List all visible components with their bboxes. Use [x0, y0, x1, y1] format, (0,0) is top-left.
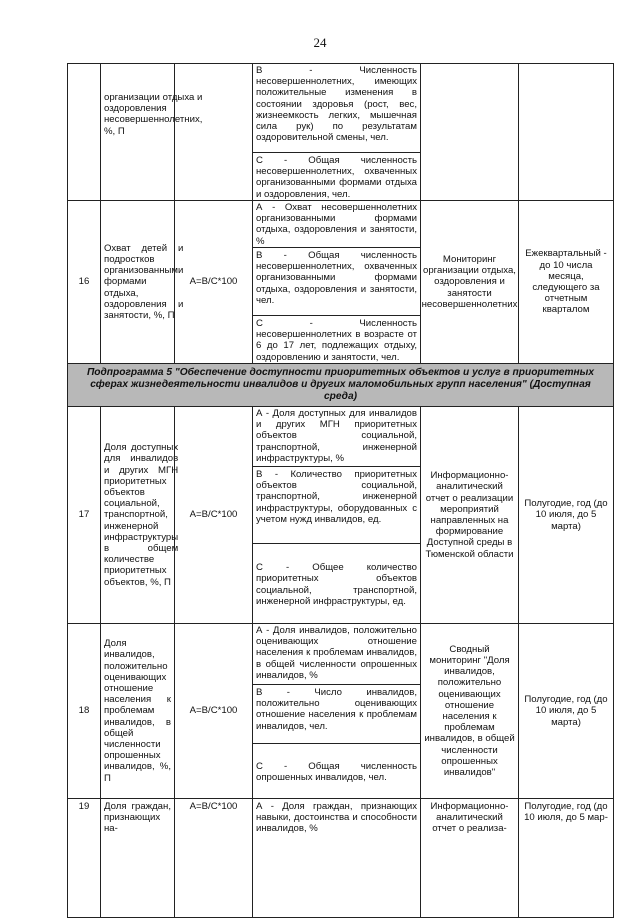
row18-part-b: В - Число инвалидов, положительно оценивающих отношение населения к проблемам инвалидов, чел.: [253, 684, 420, 744]
indicator-table: [67, 63, 614, 905]
row19-part-a: А - Доля граждан, признающих навыки, достоинства и способности инвалидов, %: [252, 798, 421, 918]
row18-source: Сводный мониторинг "Доля инвалидов, положительно оценивающих отношение населения к проблемам инвалидов, в общей численности опрошенных инвалидов": [420, 623, 519, 799]
row17-num: 17: [67, 406, 101, 624]
row-cont-name-cell: [100, 63, 203, 201]
row17-source: Информационно-аналитический отчет о реализации мероприятий направленных на формирование Доступной среды в Тюменской области: [420, 406, 519, 624]
row16-formula: А=В/С*100: [174, 200, 253, 364]
row16-parts-cell: [252, 200, 421, 364]
row17-part-c: С - Общее количество приоритетных объектов социальной, транспортной, инженерной инфраструктуры, ед.: [256, 562, 417, 607]
row17-period: Полугодие, год (до 10 июля, до 5 марта): [518, 406, 614, 624]
row16-num: 16: [67, 200, 101, 364]
row17-formula: А=В/С*100: [174, 406, 253, 624]
row19-name: Доля граждан, признающих на-: [100, 798, 175, 918]
row19-num: 19: [67, 798, 101, 918]
row18-parts-cell: [252, 623, 421, 799]
row17-part-b: В - Количество приоритетных объектов социальной, транспортной, инженерной инфраструктуры, оборудованных с учетом нужд инвалидов, ед.: [253, 466, 420, 544]
row18-num: 18: [67, 623, 101, 799]
row-cont-name: организации отдыха и оздоровления несовершеннолетних, %, П: [104, 92, 203, 137]
row-cont-source-cell: [420, 63, 519, 201]
row-cont-parts-cell: [252, 63, 421, 201]
row16-source: Мониторинг организации отдыха, оздоровления и занятости несовершеннолетних: [420, 200, 519, 364]
subprogram-heading: Подпрограмма 5 "Обеспечение доступности приоритетных объектов и услуг в приоритетных сферах жизнедеятельности инвалидов и других маломобильных групп населения" (Доступная среда): [67, 363, 614, 407]
row-cont-period-cell: [518, 63, 614, 201]
row19-source: Информационно-аналитический отчет о реализа-: [420, 798, 519, 918]
row16-period: Ежеквартальный - до 10 числа месяца, следующего за отчетным кварталом: [518, 200, 614, 364]
page-number: 24: [313, 35, 327, 50]
row-cont-part-b: В - Численность несовершеннолетних, имеющих положительные изменения в состоянии здоровья (рост, вес, жизнеемкость легких, мышечная сила рук) по результатам оздоровительной смены, чел.: [256, 65, 417, 144]
row17-name: Доля доступных для инвалидов и других МГН приоритетных объектов социальной, транспортной, инженерной инфраструктуры в общем количестве приоритетных объектов, %, П: [104, 442, 179, 588]
row19-formula: А=В/С*100: [174, 798, 253, 918]
row16-part-a: А - Охват несовершеннолетних организованными формами отдыха, оздоровления и занятости, %: [256, 202, 417, 247]
row-cont-formula-cell: [174, 63, 253, 201]
row18-part-a: А - Доля инвалидов, положительно оценивающих отношение населения к проблемам инвалидов, в общей численности опрошенных инвалидов, %: [256, 625, 417, 681]
row18-part-c: С - Общая численность опрошенных инвалидов, чел.: [256, 760, 417, 783]
row-cont-part-c: С - Общая численность несовершеннолетних, охваченных организованными формами отдыха и оздоровления, чел.: [253, 152, 420, 202]
row16-name-cell: [100, 200, 184, 364]
row19-period: Полугодие, год (до 10 июля, до 5 мар-: [518, 798, 614, 918]
row17-name-cell: [100, 406, 179, 624]
row18-name: Доля инвалидов, положительно оценивающих отношение населения к проблемам инвалидов, в общей численности опрошенных инвалидов, %, П: [104, 638, 171, 784]
row18-name-cell: [100, 623, 175, 799]
row16-part-c: С - Численность несовершеннолетних в возрасте от 6 до 17 лет, подлежащих отдыху, оздоровлению и занятости, чел.: [253, 315, 420, 365]
row16-part-b: В - Общая численность несовершеннолетних, охваченных организованными формами отдыха, оздоровления и занятости, чел.: [253, 247, 420, 316]
row16-name: Охват детей и подростков организованными формами отдыха, оздоровления и занятости, %, П: [104, 242, 184, 321]
row-cont-num-cell: [67, 63, 101, 201]
row17-parts-cell: [252, 406, 421, 624]
row17-part-c-cell: [253, 543, 420, 625]
row18-part-c-cell: [253, 743, 420, 800]
row18-formula: А=В/С*100: [174, 623, 253, 799]
row18-period: Полугодие, год (до 10 июля, до 5 марта): [518, 623, 614, 799]
row17-part-a: А - Доля доступных для инвалидов и других МГН приоритетных объектов социальной, транспортной, инженерной инфраструктуры, %: [256, 408, 417, 464]
